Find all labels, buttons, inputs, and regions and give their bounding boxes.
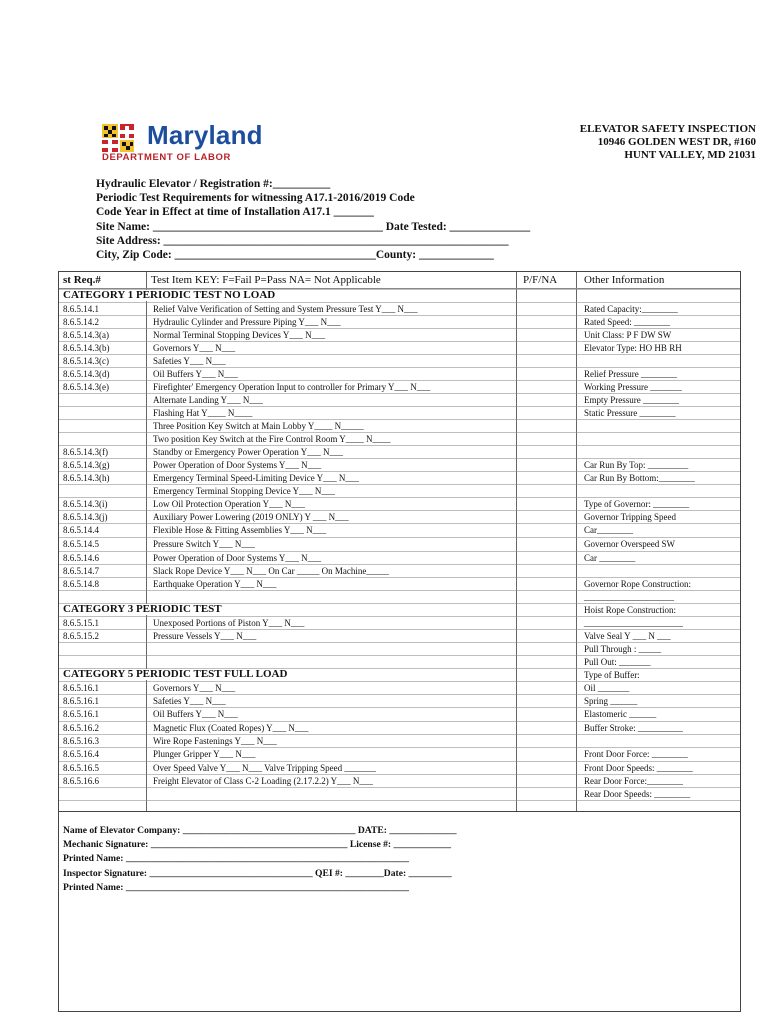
other-info[interactable]: Elastomeric ______ — [584, 709, 657, 719]
column-divider — [576, 272, 577, 811]
req-number: 8.6.5.16.2 — [63, 723, 99, 733]
test-item[interactable]: Freight Elevator of Class C-2 Loading (2.17.2.2) Y___ N___ — [153, 776, 373, 786]
req-number: 8.6.5.16.3 — [63, 736, 99, 746]
row-divider — [59, 734, 740, 735]
row-divider — [59, 577, 740, 578]
signature-line[interactable]: Printed Name: ___________________________________________________________ — [63, 853, 409, 865]
row-divider — [59, 590, 740, 591]
signature-line[interactable]: Printed Name: ___________________________________________________________ — [63, 881, 409, 893]
row-divider — [59, 747, 740, 748]
maryland-logo — [100, 120, 290, 165]
req-number: 8.6.5.14.8 — [63, 579, 99, 589]
pfna-cell[interactable] — [517, 511, 575, 523]
test-item[interactable]: Oil Buffers Y___ N___ — [153, 709, 238, 719]
row-divider — [59, 655, 740, 656]
pfna-cell[interactable] — [517, 656, 575, 668]
other-info[interactable]: Car________ — [584, 525, 633, 535]
row-divider — [59, 761, 740, 762]
signature-line[interactable]: Inspector Signature: __________________________________ QEI #: ________Date: _________ — [63, 867, 452, 879]
row-divider — [59, 367, 740, 368]
other-info[interactable]: Relief Pressure ________ — [584, 369, 677, 379]
pfna-cell[interactable] — [517, 329, 575, 341]
signature-line[interactable]: Mechanic Signature: _________________________________________ License #: ____________ — [63, 839, 452, 851]
other-info[interactable]: Elevator Type: HO HB RH — [584, 343, 682, 353]
req-number: 8.6.5.14.3(g) — [63, 460, 110, 470]
row-divider — [59, 721, 740, 722]
test-item[interactable]: Governors Y___ N___ — [153, 683, 236, 693]
req-number: 8.6.5.14.3(j) — [63, 512, 108, 522]
pfna-cell[interactable] — [517, 316, 575, 328]
pfna-cell[interactable] — [517, 342, 575, 354]
row-divider — [59, 707, 740, 708]
row-divider — [59, 497, 740, 498]
pfna-cell[interactable] — [517, 630, 575, 642]
other-info[interactable]: Rear Door Force:________ — [584, 776, 683, 786]
other-info[interactable]: Governor Rope Construction: — [584, 579, 691, 589]
test-item[interactable]: Pressure Vessels Y___ N___ — [153, 631, 257, 641]
req-number: 8.6.5.14.7 — [63, 566, 99, 576]
other-info[interactable]: Front Door Speeds: ________ — [584, 763, 693, 773]
row-divider — [59, 458, 740, 459]
row-divider — [59, 564, 740, 565]
test-item[interactable]: Emergency Terminal Stopping Device Y___ N___ — [153, 486, 335, 496]
registration-line[interactable]: Code Year in Effect at time of Installation A17.1 _______ — [96, 206, 374, 219]
test-item[interactable]: Emergency Terminal Speed-Limiting Device Y___ N___ — [153, 473, 359, 483]
pfna-cell[interactable] — [517, 433, 575, 445]
pfna-cell[interactable] — [517, 303, 575, 315]
other-info[interactable]: Hoist Rope Construction: — [584, 605, 676, 615]
test-item[interactable]: Relief Valve Verification of Setting and System Pressure Test Y___ N___ — [153, 304, 418, 314]
test-item[interactable]: Magnetic Flux (Coated Ropes) Y___ N___ — [153, 723, 309, 733]
pfna-cell[interactable] — [517, 788, 575, 800]
signature-block — [63, 824, 457, 895]
row-divider — [59, 406, 740, 407]
pfna-cell[interactable] — [517, 524, 575, 537]
row-divider — [59, 681, 740, 682]
test-item[interactable]: Standby or Emergency Power Operation Y___ N___ — [153, 447, 343, 457]
req-number: 8.6.5.14.2 — [63, 317, 99, 327]
pfna-cell[interactable] — [517, 762, 575, 774]
req-number: 8.6.5.14.3(i) — [63, 499, 108, 509]
other-info[interactable]: Governor Overspeed SW — [584, 539, 675, 549]
test-item[interactable]: Oil Buffers Y___ N___ — [153, 369, 238, 379]
test-item[interactable]: Safeties Y___ N___ — [153, 696, 226, 706]
req-number: 8.6.5.14.3(f) — [63, 447, 108, 457]
row-divider — [59, 471, 740, 472]
pfna-cell[interactable] — [517, 381, 575, 393]
test-table — [58, 271, 741, 812]
other-info[interactable]: Buffer Stroke: __________ — [584, 723, 683, 733]
req-number: 8.6.5.16.1 — [63, 683, 99, 693]
req-number: 8.6.5.14.3(c) — [63, 356, 109, 366]
category-heading: CATEGORY 3 PERIODIC TEST — [63, 604, 226, 615]
other-info[interactable]: Front Door Force: ________ — [584, 749, 688, 759]
req-number: 8.6.5.16.4 — [63, 749, 99, 759]
row-divider — [59, 642, 740, 643]
other-info[interactable]: Governor Tripping Speed — [584, 512, 676, 522]
pfna-cell[interactable] — [517, 775, 575, 787]
test-item[interactable]: Governors Y___ N___ — [153, 343, 236, 353]
test-item[interactable]: Power Operation of Door Systems Y___ N___ — [153, 553, 322, 563]
other-info[interactable]: Rear Door Speeds: ________ — [584, 789, 691, 799]
pfna-cell[interactable] — [517, 446, 575, 458]
registration-line[interactable]: Site Address: ____________________________________________________________ — [96, 234, 509, 247]
row-divider — [59, 551, 740, 552]
pfna-cell[interactable] — [517, 498, 575, 510]
pfna-cell[interactable] — [517, 643, 575, 655]
test-item[interactable]: Earthquake Operation Y___ N___ — [153, 579, 277, 589]
row-divider — [59, 787, 740, 788]
req-number: 8.6.5.14.3(d) — [63, 369, 110, 379]
other-info[interactable]: ____________________ — [584, 592, 674, 602]
agency-line: HUNT VALLEY, MD 21031 — [624, 149, 756, 161]
pfna-cell[interactable] — [517, 355, 575, 367]
other-info[interactable]: Working Pressure _______ — [584, 382, 682, 392]
row-divider — [59, 393, 740, 394]
test-item[interactable]: Flashing Hat Y____ N____ — [153, 408, 253, 418]
pfna-cell[interactable] — [517, 708, 575, 721]
other-info[interactable]: Valve Seal Y ___ N ___ — [584, 631, 671, 641]
req-number: 8.6.5.14.3(h) — [63, 473, 110, 483]
maryland-flag-icon — [100, 122, 144, 154]
row-divider — [59, 629, 740, 630]
test-item[interactable]: Power Operation of Door Systems Y___ N___ — [153, 460, 322, 470]
other-info[interactable]: Type of Governor: ________ — [584, 499, 690, 509]
registration-line[interactable]: Site Name: ________________________________________ Date Tested: ______________ — [96, 220, 531, 233]
test-item[interactable]: Over Speed Valve Y___ N___ Valve Tripping Speed _______ — [153, 763, 376, 773]
column-divider — [146, 272, 147, 811]
pfna-cell[interactable] — [517, 420, 575, 432]
pfna-cell[interactable] — [517, 394, 575, 406]
pfna-cell[interactable] — [517, 695, 575, 707]
other-info[interactable]: Empty Pressure ________ — [584, 395, 679, 405]
req-number: 8.6.5.14.5 — [63, 539, 99, 549]
other-info[interactable]: Rated Capacity:________ — [584, 304, 678, 314]
row-divider — [59, 484, 740, 485]
req-number: 8.6.5.14.1 — [63, 304, 99, 314]
test-item[interactable]: Slack Rope Device Y___ N___ On Car _____ On Machine_____ — [153, 566, 389, 576]
test-item[interactable]: Wire Rope Fastenings Y___ N___ — [153, 736, 277, 746]
row-divider — [59, 616, 740, 617]
agency-line: ELEVATOR SAFETY INSPECTION — [579, 123, 756, 135]
pfna-cell[interactable] — [517, 735, 575, 747]
pfna-cell[interactable] — [517, 459, 575, 471]
category-heading: CATEGORY 5 PERIODIC TEST FULL LOAD — [63, 669, 291, 680]
pfna-cell[interactable] — [517, 722, 575, 734]
other-info[interactable]: Car ________ — [584, 553, 636, 563]
other-info[interactable]: ______________________ — [584, 618, 683, 628]
logo-department: DEPARTMENT OF LABOR — [102, 152, 231, 163]
pfna-cell[interactable] — [517, 538, 575, 551]
pfna-cell[interactable] — [517, 565, 575, 577]
row-divider — [59, 445, 740, 446]
pfna-cell[interactable] — [517, 552, 575, 564]
test-item[interactable]: Plunger Gripper Y___ N___ — [153, 749, 256, 759]
req-number: 8.6.5.14.6 — [63, 553, 99, 563]
row-divider — [59, 537, 740, 538]
req-number: 8.6.5.16.1 — [63, 696, 99, 706]
col-header-req: st Req.# — [63, 274, 101, 286]
test-item[interactable]: Auxiliary Power Lowering (2019 ONLY) Y ___ N___ — [153, 512, 349, 522]
test-item[interactable]: Hydraulic Cylinder and Pressure Piping Y___ N___ — [153, 317, 341, 327]
other-info[interactable]: Type of Buffer: — [584, 670, 640, 680]
req-number: 8.6.5.14.3(e) — [63, 382, 109, 392]
test-item[interactable]: Two position Key Switch at the Fire Control Room Y____ N____ — [153, 434, 391, 444]
agency-line: 10946 GOLDEN WEST DR, #160 — [597, 136, 756, 148]
row-divider — [59, 510, 740, 511]
test-item[interactable]: Unexposed Portions of Piston Y___ N___ — [153, 618, 305, 628]
registration-line: Periodic Test Requirements for witnessing A17.1-2016/2019 Code — [96, 192, 415, 205]
pfna-cell[interactable] — [517, 682, 575, 694]
col-header-other: Other Information — [584, 274, 665, 286]
row-divider — [59, 341, 740, 342]
test-item[interactable]: Low Oil Protection Operation Y___ N___ — [153, 499, 305, 509]
registration-block — [96, 177, 530, 262]
other-info[interactable]: Oil _______ — [584, 683, 630, 693]
other-info[interactable]: Car Run By Top: _________ — [584, 460, 689, 470]
test-item[interactable]: Pressure Switch Y___ N___ — [153, 539, 255, 549]
row-divider — [59, 380, 740, 381]
row-divider — [59, 774, 740, 775]
row-divider — [59, 354, 740, 355]
pfna-cell[interactable] — [517, 669, 575, 681]
test-item[interactable]: Flexible Hose & Fitting Assemblies Y___ N___ — [153, 525, 327, 535]
row-divider — [59, 419, 740, 420]
row-divider — [59, 694, 740, 695]
other-info[interactable]: Rated Speed: ________ — [584, 317, 670, 327]
pfna-cell[interactable] — [517, 604, 575, 616]
row-divider — [59, 328, 740, 329]
req-number: 8.6.5.16.1 — [63, 709, 99, 719]
req-number: 8.6.5.15.1 — [63, 618, 99, 628]
test-item[interactable]: Firefighter' Emergency Operation Input to controller for Primary Y___ N___ — [153, 382, 431, 392]
other-info[interactable]: Unit Class: P F DW SW — [584, 330, 672, 340]
signature-line[interactable]: Name of Elevator Company: ____________________________________ DATE: ______________ — [63, 825, 457, 836]
row-divider — [59, 432, 740, 433]
pfna-cell[interactable] — [517, 290, 575, 302]
pfna-cell[interactable] — [517, 407, 575, 419]
other-info[interactable]: Spring ______ — [584, 696, 638, 706]
registration-line[interactable]: City, Zip Code: ___________________________________County: _____________ — [96, 249, 494, 262]
pfna-cell[interactable] — [517, 472, 575, 484]
test-item[interactable]: Normal Terminal Stopping Devices Y___ N___ — [153, 330, 326, 340]
registration-line[interactable]: Hydraulic Elevator / Registration #:__________ — [96, 178, 331, 190]
other-info[interactable]: Static Pressure ________ — [584, 408, 676, 418]
agency-address — [580, 123, 756, 162]
pfna-cell[interactable] — [517, 485, 575, 497]
req-number: 8.6.5.14.3(b) — [63, 343, 110, 353]
req-number: 8.6.5.15.2 — [63, 631, 99, 641]
row-divider — [59, 523, 740, 524]
row-divider — [59, 315, 740, 316]
pfna-cell[interactable] — [517, 801, 575, 812]
test-item[interactable]: Safeties Y___ N___ — [153, 356, 226, 366]
col-header-test-item: Test Item KEY: F=Fail P=Pass NA= Not Applicable — [151, 274, 381, 286]
row-divider — [59, 800, 740, 801]
logo-wordmark: Maryland — [147, 120, 263, 150]
pfna-cell[interactable] — [517, 591, 575, 603]
test-item[interactable]: Three Position Key Switch at Main Lobby Y____ N_____ — [153, 421, 364, 431]
pfna-cell[interactable] — [517, 617, 575, 629]
row-divider — [59, 302, 740, 303]
other-info[interactable]: Pull Out: _______ — [584, 657, 651, 667]
category-heading: CATEGORY 1 PERIODIC TEST NO LOAD — [63, 290, 279, 301]
req-number: 8.6.5.16.5 — [63, 763, 99, 773]
col-header-pfna: P/F/NA — [523, 274, 558, 286]
other-info[interactable]: Car Run By Bottom:________ — [584, 473, 695, 483]
req-number: 8.6.5.16.6 — [63, 776, 99, 786]
test-item[interactable]: Alternate Landing Y___ N___ — [153, 395, 263, 405]
req-number: 8.6.5.14.3(a) — [63, 330, 109, 340]
pfna-cell[interactable] — [517, 578, 575, 590]
other-info[interactable]: Pull Through : _____ — [584, 644, 662, 654]
pfna-cell[interactable] — [517, 748, 575, 761]
req-number: 8.6.5.14.4 — [63, 525, 99, 535]
pfna-cell[interactable] — [517, 368, 575, 380]
